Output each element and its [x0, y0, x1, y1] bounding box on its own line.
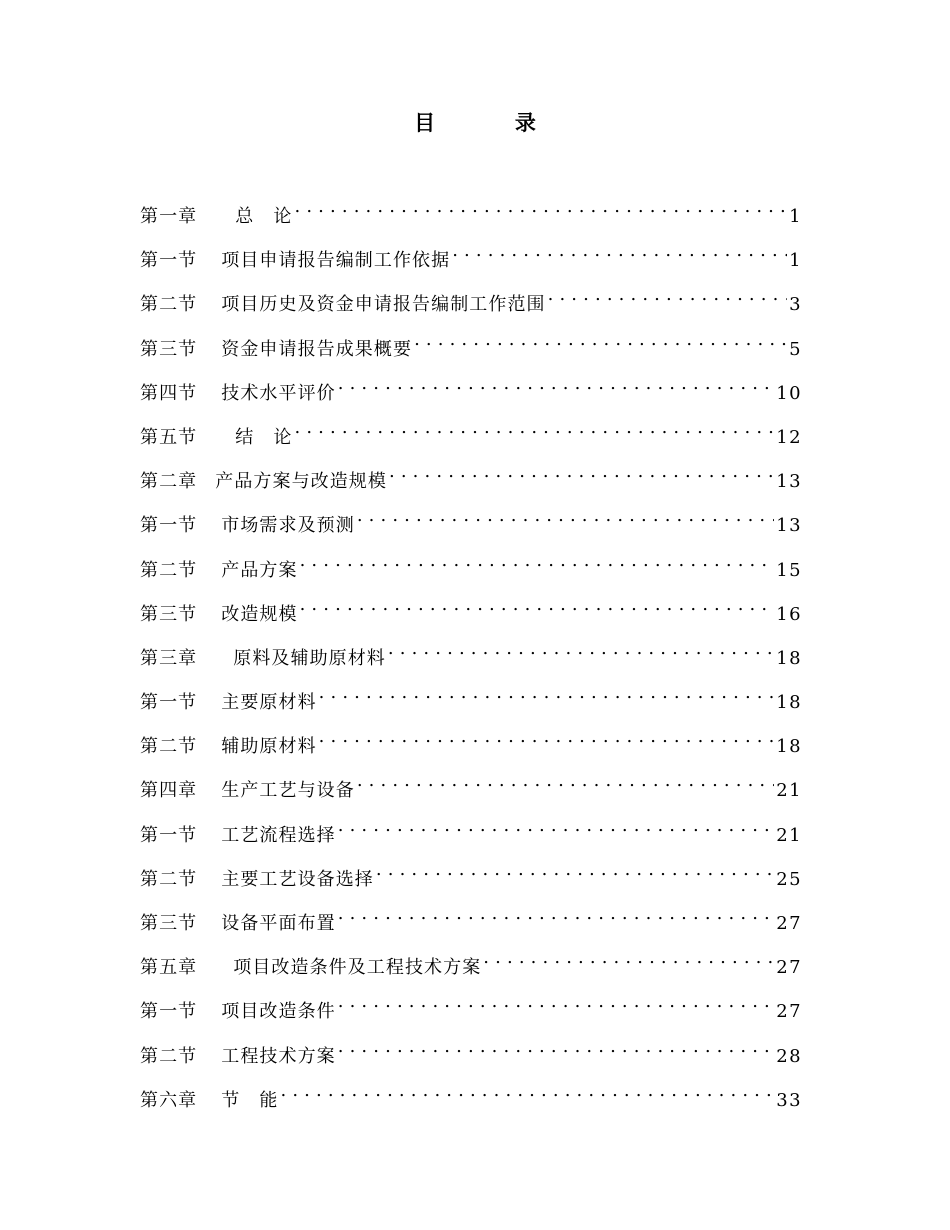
toc-entry-title: 项目改造条件及工程技术方案 [233, 957, 482, 979]
toc-leader-dots [338, 987, 774, 1017]
toc-entry-page: 3 [789, 294, 802, 316]
toc-entry-number: 第二节 [140, 1045, 198, 1067]
toc-entry[interactable] [140, 1076, 802, 1120]
toc-entry-title: 结 论 [235, 426, 293, 448]
toc-entry-title: 产品方案 [221, 559, 298, 581]
toc-entry[interactable] [140, 766, 802, 810]
toc-entry-number: 第二章 [140, 471, 198, 493]
toc-leader-dots [319, 678, 775, 708]
toc-entry-page: 18 [776, 692, 802, 714]
toc-entry-number: 第一节 [140, 692, 198, 714]
toc-entry-number: 第三节 [140, 338, 198, 360]
toc-entry-page: 15 [776, 559, 802, 581]
toc-entry-page: 16 [776, 603, 802, 625]
toc-entry[interactable] [140, 899, 802, 943]
toc-entry-page: 28 [776, 1045, 802, 1067]
toc-leader-dots [548, 280, 787, 310]
toc-leader-dots [295, 413, 775, 443]
toc-entry-number: 第五章 [140, 957, 198, 979]
toc-leader-dots [389, 457, 774, 487]
toc-entry-title: 资金申请报告成果概要 [221, 338, 413, 360]
toc-entry[interactable] [140, 678, 802, 722]
toc-leader-dots [452, 236, 787, 266]
toc-entry-page: 27 [776, 957, 802, 979]
toc-entry[interactable] [140, 1032, 802, 1076]
toc-leader-dots [338, 1032, 774, 1062]
toc-entry[interactable] [140, 855, 802, 899]
toc-entry[interactable] [140, 413, 802, 457]
toc-entry-title: 节 能 [221, 1089, 279, 1111]
toc-leader-dots [295, 192, 788, 222]
toc-entry-number: 第二节 [140, 868, 198, 890]
toc-entry-page: 1 [789, 206, 802, 227]
toc-entry-number: 第一节 [140, 250, 198, 272]
toc-entry-number: 第六章 [140, 1089, 198, 1111]
toc-entry-title: 总 论 [235, 206, 293, 227]
toc-entry-page: 18 [776, 736, 802, 758]
toc-entry[interactable] [140, 546, 802, 590]
toc-entry-title: 市场需求及预测 [221, 515, 355, 537]
toc-leader-dots [357, 501, 774, 531]
toc-entry-page: 12 [776, 426, 802, 448]
toc-leader-dots [281, 1076, 775, 1106]
toc-entry-number: 第三节 [140, 603, 198, 625]
toc-entry-title: 工程技术方案 [221, 1045, 336, 1067]
toc-entry-title: 主要工艺设备选择 [221, 868, 374, 890]
toc-entry-page: 5 [789, 338, 802, 360]
toc-entry-page: 33 [776, 1089, 802, 1111]
toc-entry-title: 主要原材料 [221, 692, 317, 714]
toc-leader-dots [300, 546, 775, 576]
toc-entry[interactable] [140, 590, 802, 634]
toc-entry-title: 生产工艺与设备 [221, 780, 355, 802]
toc-leader-dots [376, 855, 774, 885]
toc-entry-number: 第三章 [140, 647, 198, 669]
toc-entry-page: 27 [776, 1001, 802, 1023]
toc-entry-page: 13 [776, 471, 802, 493]
toc-entry-page: 25 [776, 868, 802, 890]
toc-title: 目 录 [414, 110, 566, 135]
toc-entry-number: 第二节 [140, 294, 198, 316]
toc-entry[interactable] [140, 943, 802, 987]
toc-entry-title: 项目申请报告编制工作依据 [221, 250, 451, 272]
toc-entry[interactable] [140, 236, 802, 280]
toc-entry[interactable] [140, 811, 802, 855]
toc-entry-number: 第四节 [140, 382, 198, 404]
toc-entry-title: 设备平面布置 [221, 913, 336, 934]
toc-entry-title: 产品方案与改造规模 [215, 471, 387, 493]
toc-entry-title: 工艺流程选择 [221, 824, 336, 846]
toc-entry-title: 辅助原材料 [221, 736, 317, 758]
toc-entry[interactable] [140, 192, 802, 236]
toc-entry-title: 项目改造条件 [221, 1001, 336, 1023]
toc-entry[interactable] [140, 987, 802, 1031]
toc-entry-title: 改造规模 [221, 603, 298, 625]
toc-entry-number: 第一节 [140, 1001, 198, 1023]
toc-entry-title: 技术水平评价 [221, 382, 336, 404]
toc-entry-page: 21 [776, 824, 802, 846]
toc-entry-number: 第三节 [140, 913, 198, 934]
toc-entry-page: 1 [789, 250, 802, 272]
toc-entry[interactable] [140, 634, 802, 678]
toc-entry-title: 原料及辅助原材料 [233, 647, 386, 669]
toc-leader-dots [338, 899, 774, 929]
toc-entry-number: 第一节 [140, 824, 198, 846]
toc-entry-number: 第二节 [140, 559, 198, 581]
toc-entry-page: 27 [776, 913, 802, 934]
toc-entry[interactable] [140, 369, 802, 413]
toc-leader-dots [483, 943, 774, 973]
toc-entry-page: 13 [776, 515, 802, 537]
toc-entry-page: 18 [776, 647, 802, 669]
toc-entry-page: 10 [776, 382, 802, 404]
toc-leader-dots [319, 722, 775, 752]
toc-leader-dots [414, 325, 787, 355]
toc-entry-number: 第一节 [140, 515, 198, 537]
toc-entry-page: 21 [776, 780, 802, 802]
toc-entry[interactable] [140, 280, 802, 324]
toc-leader-dots [338, 811, 774, 841]
toc-entry[interactable] [140, 457, 802, 501]
toc-entry-number: 第二节 [140, 736, 198, 758]
toc-entry[interactable] [140, 501, 802, 545]
toc-leader-dots [338, 369, 774, 399]
toc-entry[interactable] [140, 325, 802, 369]
toc-entry-title: 项目历史及资金申请报告编制工作范围 [221, 294, 546, 316]
toc-entry[interactable] [140, 722, 802, 766]
toc-entry-number: 第四章 [140, 780, 198, 802]
toc-leader-dots [357, 766, 774, 796]
toc-leader-dots [388, 634, 774, 664]
toc-list [140, 192, 802, 1120]
toc-entry-number: 第五节 [140, 426, 198, 448]
toc-entry-number: 第一章 [140, 206, 198, 227]
toc-leader-dots [300, 590, 775, 620]
